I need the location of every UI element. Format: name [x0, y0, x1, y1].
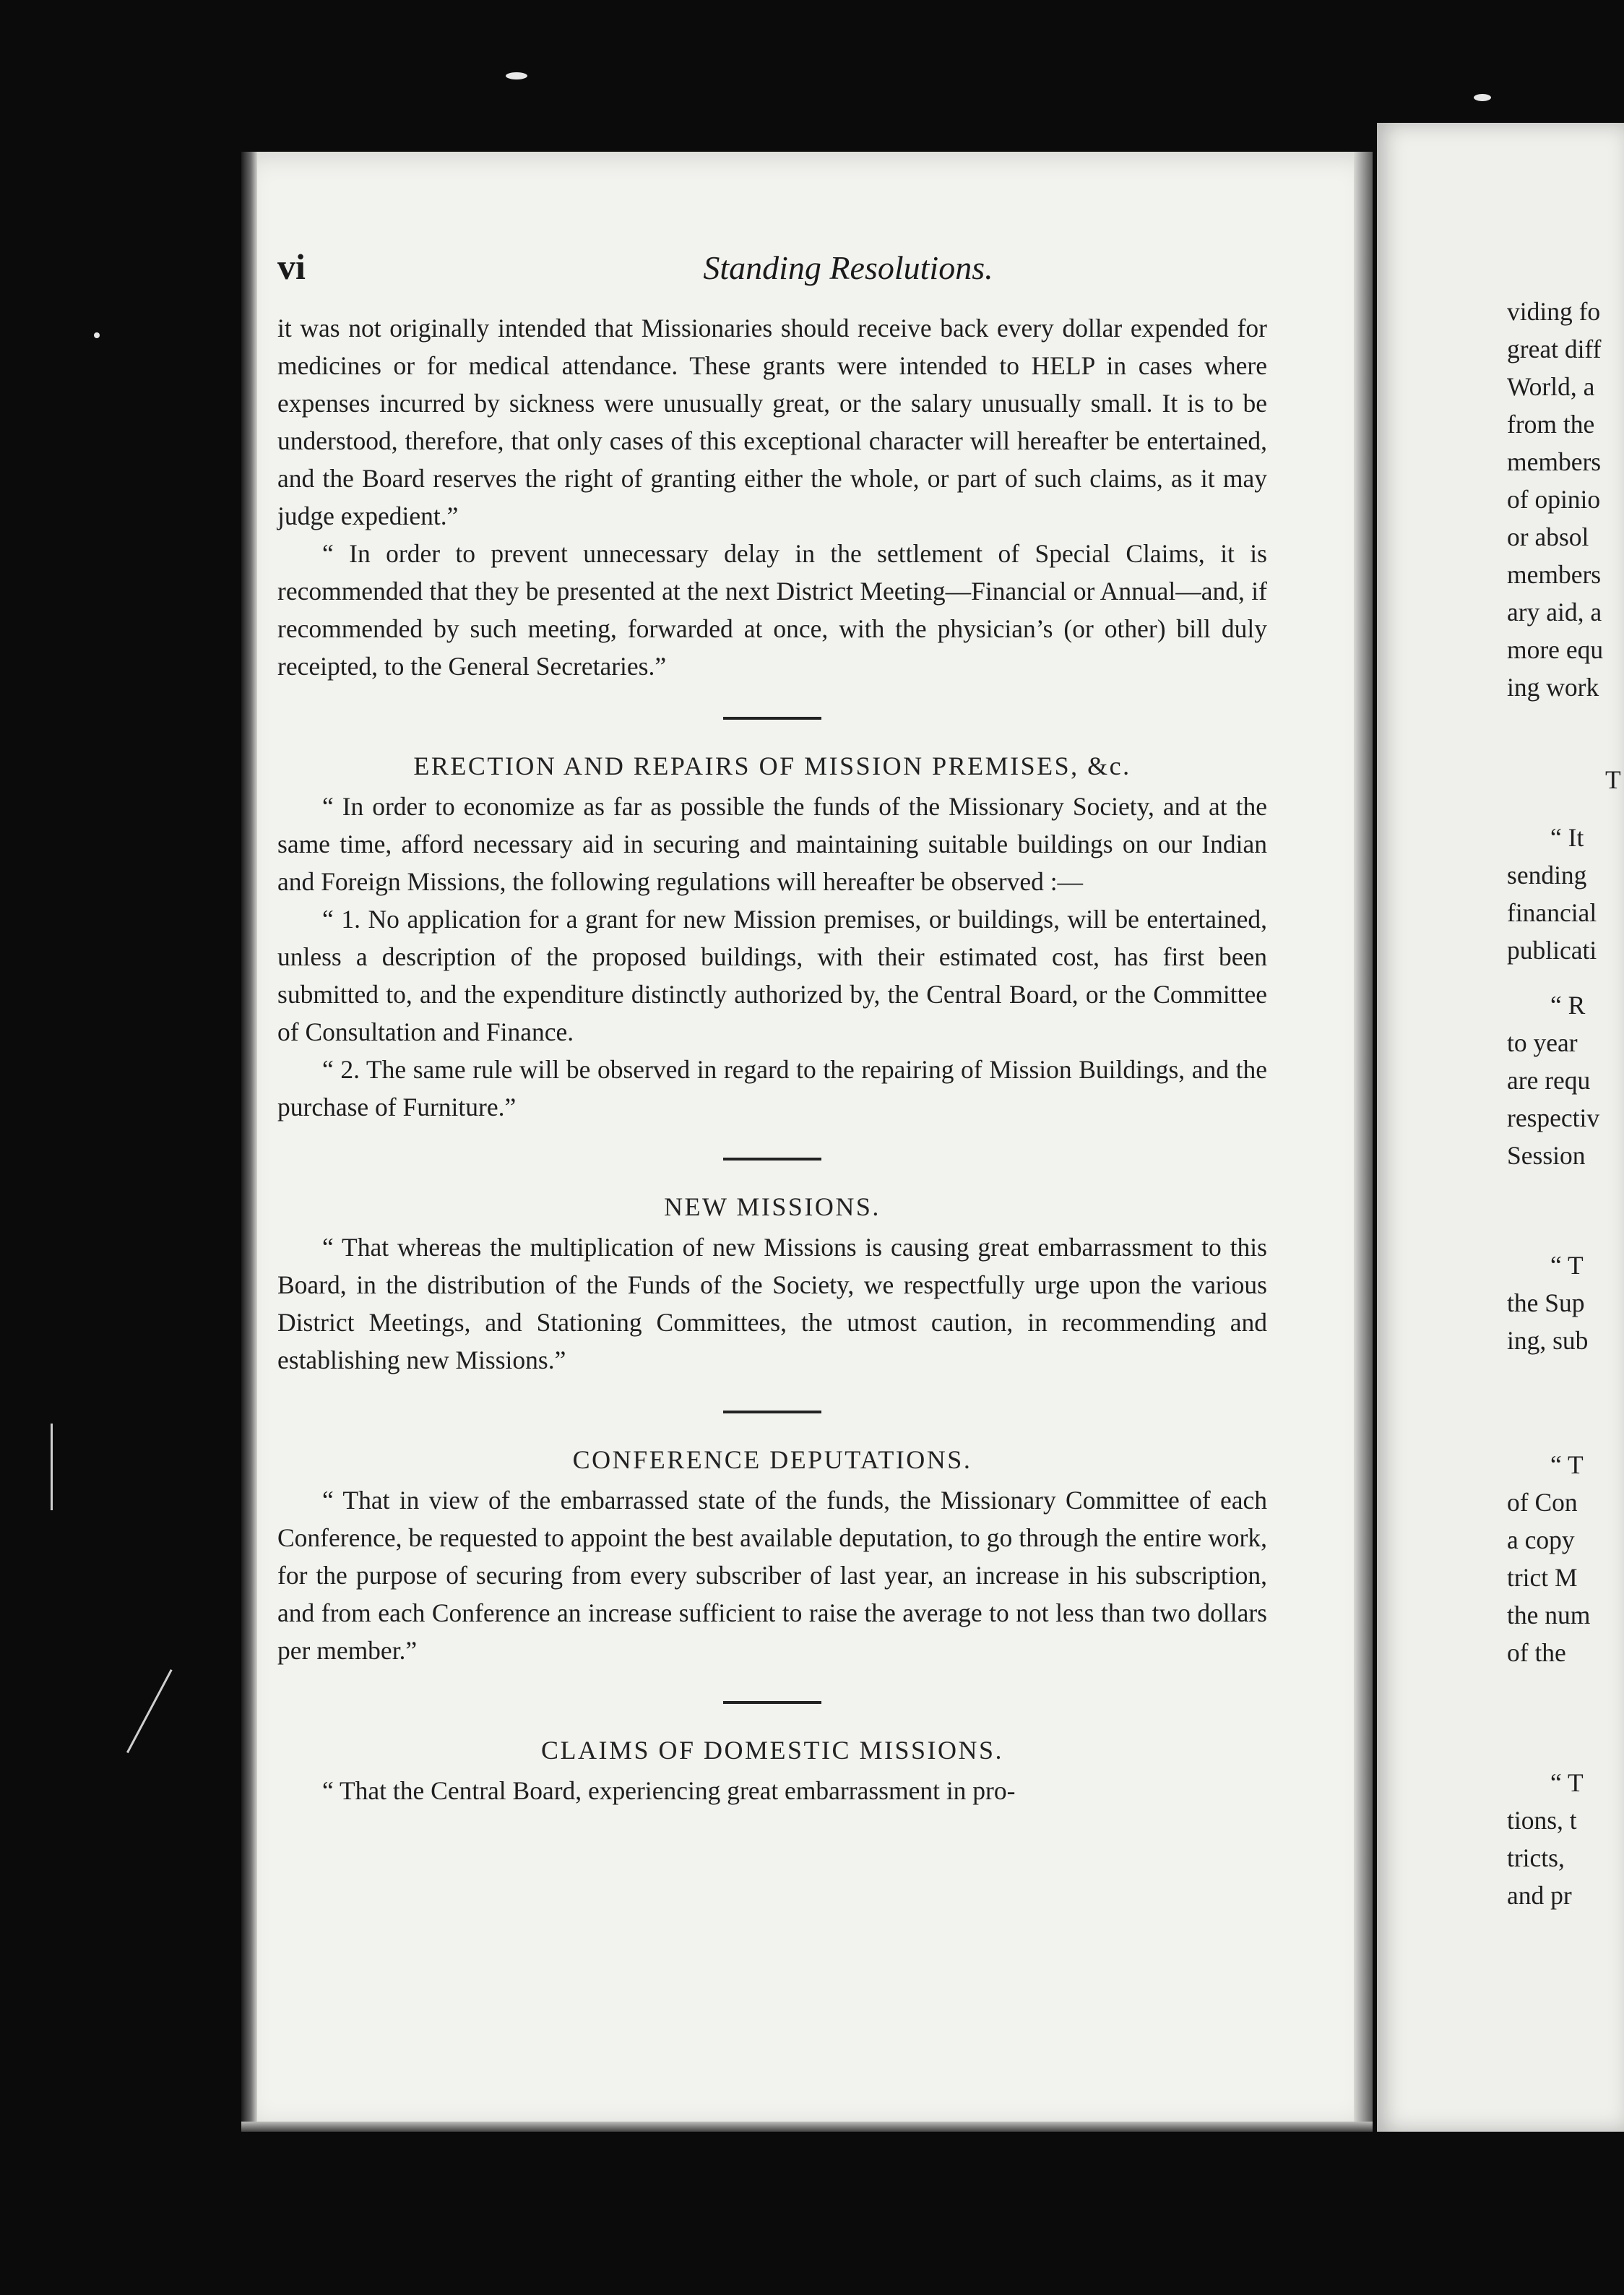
right-page-line: Session	[1507, 1141, 1586, 1170]
right-page-line: ing work	[1507, 673, 1599, 702]
right-page-line: from the	[1507, 410, 1595, 439]
right-page	[1377, 123, 1624, 2132]
right-page-line: respectiv	[1507, 1103, 1600, 1132]
right-page-line: ary aid, a	[1507, 598, 1602, 627]
paragraph: it was not originally intended that Missionaries should receive back every dollar expended for medicines or for medical attendance. These grants were intended to HELP in cases where expenses incurred by sickness were unusually great, or the salary unusually small. It is to be understood, therefore, that only cases of this exceptional character will hereafter be entertained, and the Board reserves the right of granting either the whole, or part of such claims, as it may judge expedient.”	[277, 314, 1267, 530]
right-page-line: “ It	[1550, 823, 1584, 852]
right-page-line: tricts,	[1507, 1843, 1565, 1872]
section-rule	[723, 1411, 821, 1413]
right-page-line: of opinio	[1507, 485, 1601, 514]
right-page-line: great diff	[1507, 335, 1602, 363]
film-scratch	[126, 1669, 173, 1753]
section-heading-new-missions: NEW MISSIONS.	[664, 1192, 881, 1221]
right-page-line: “ T	[1550, 1768, 1584, 1797]
right-page-line: and pr	[1507, 1881, 1572, 1910]
right-page-line: tions, t	[1507, 1806, 1577, 1835]
right-page-line: a copy	[1507, 1525, 1575, 1554]
right-page-line: “ R	[1550, 991, 1586, 1020]
film-speck	[94, 332, 100, 338]
page-number: vi	[277, 246, 306, 287]
right-page-line: more equ	[1507, 635, 1604, 664]
right-page-line: ing, sub	[1507, 1326, 1589, 1355]
paragraph: “ 2. The same rule will be observed in regard to the repairing of Mission Buildings, and the purchase of Furniture.”	[277, 1055, 1267, 1121]
page-header	[277, 246, 1303, 296]
paragraph: “ 1. No application for a grant for new Mission premises, or buildings, will be entertained, unless a description of the proposed buildings, with their estimated cost, has first been submitted to, and the expenditure distinctly authorized by, the Central Board, or the Committee of Consultation and Finance.	[277, 905, 1267, 1046]
section-rule	[723, 1701, 821, 1704]
paragraph: “ That in view of the embarrassed state of the funds, the Missionary Committee of each Conference, be requested to appoint the best available deputation, to go through the entire work, for the purpose of securing from every subscriber of last year, an increase in his subscription, and from each Conference an increase sufficient to raise the average to not less than two dollars per member.”	[277, 1486, 1267, 1665]
section-rule	[723, 1158, 821, 1161]
right-page-line: members	[1507, 560, 1602, 589]
page-bottom-edge	[241, 2122, 1373, 2132]
right-page-line: “ T	[1550, 1450, 1584, 1479]
right-page-line: viding fo	[1507, 297, 1601, 326]
right-page-line: publicati	[1507, 936, 1597, 965]
running-head: Standing Resolutions.	[703, 249, 993, 286]
right-page-line: or absol	[1507, 522, 1589, 551]
film-scratch	[51, 1424, 53, 1510]
binding-edge	[241, 152, 257, 2132]
right-page-line: of Con	[1507, 1488, 1578, 1517]
right-page-line: “ T	[1550, 1251, 1584, 1280]
section-heading-conference-deputations: CONFERENCE DEPUTATIONS.	[572, 1445, 972, 1474]
paragraph: “ In order to prevent unnecessary delay in the settlement of Special Claims, it is recommended that they be presented at the next District Meeting—Financial or Annual—and, if recommended by such meeting, forwarded at once, with the physician’s (or other) bill duly receipted, to the General Secretaries.”	[277, 539, 1267, 681]
film-speck	[506, 72, 527, 79]
right-page-line: members	[1507, 447, 1602, 476]
paragraph: “ That whereas the multiplication of new Missions is causing great embarrassment to this Board, in the distribution of the Funds of the Society, we respectfully urge upon the various District Meetings, and Stationing Committees, the utmost caution, in recommending and establishing new Missions.”	[277, 1233, 1267, 1374]
right-page-line: trict M	[1507, 1563, 1578, 1592]
paragraph: “ In order to economize as far as possible the funds of the Missionary Society, and at the same time, afford necessary aid in securing and maintaining suitable buildings on our Indian and Foreign Missions, the following regulations will hereafter be observed :—	[277, 792, 1267, 896]
right-page-line: the num	[1507, 1601, 1591, 1629]
right-page-line: the Sup	[1507, 1288, 1585, 1317]
right-page-line: to year	[1507, 1028, 1578, 1057]
right-page-line: sending	[1507, 861, 1587, 890]
left-page	[241, 152, 1373, 2132]
right-page-line: World, a	[1507, 372, 1595, 401]
section-heading-erection-repairs: ERECTION AND REPAIRS OF MISSION PREMISES, &c.	[413, 752, 1131, 780]
film-speck	[1474, 94, 1491, 101]
section-heading-claims-domestic-missions: CLAIMS OF DOMESTIC MISSIONS.	[540, 1736, 1004, 1765]
right-page-heading-fragment: T	[1605, 765, 1621, 794]
body-text	[277, 309, 1267, 1809]
right-page-line: are requ	[1507, 1066, 1591, 1095]
section-rule	[723, 717, 821, 720]
right-page-line: of the	[1507, 1638, 1566, 1667]
page-gutter	[1354, 152, 1373, 2132]
right-page-line: financial	[1507, 898, 1597, 927]
paragraph: “ That the Central Board, experiencing great embarrassment in pro-	[322, 1776, 1016, 1805]
